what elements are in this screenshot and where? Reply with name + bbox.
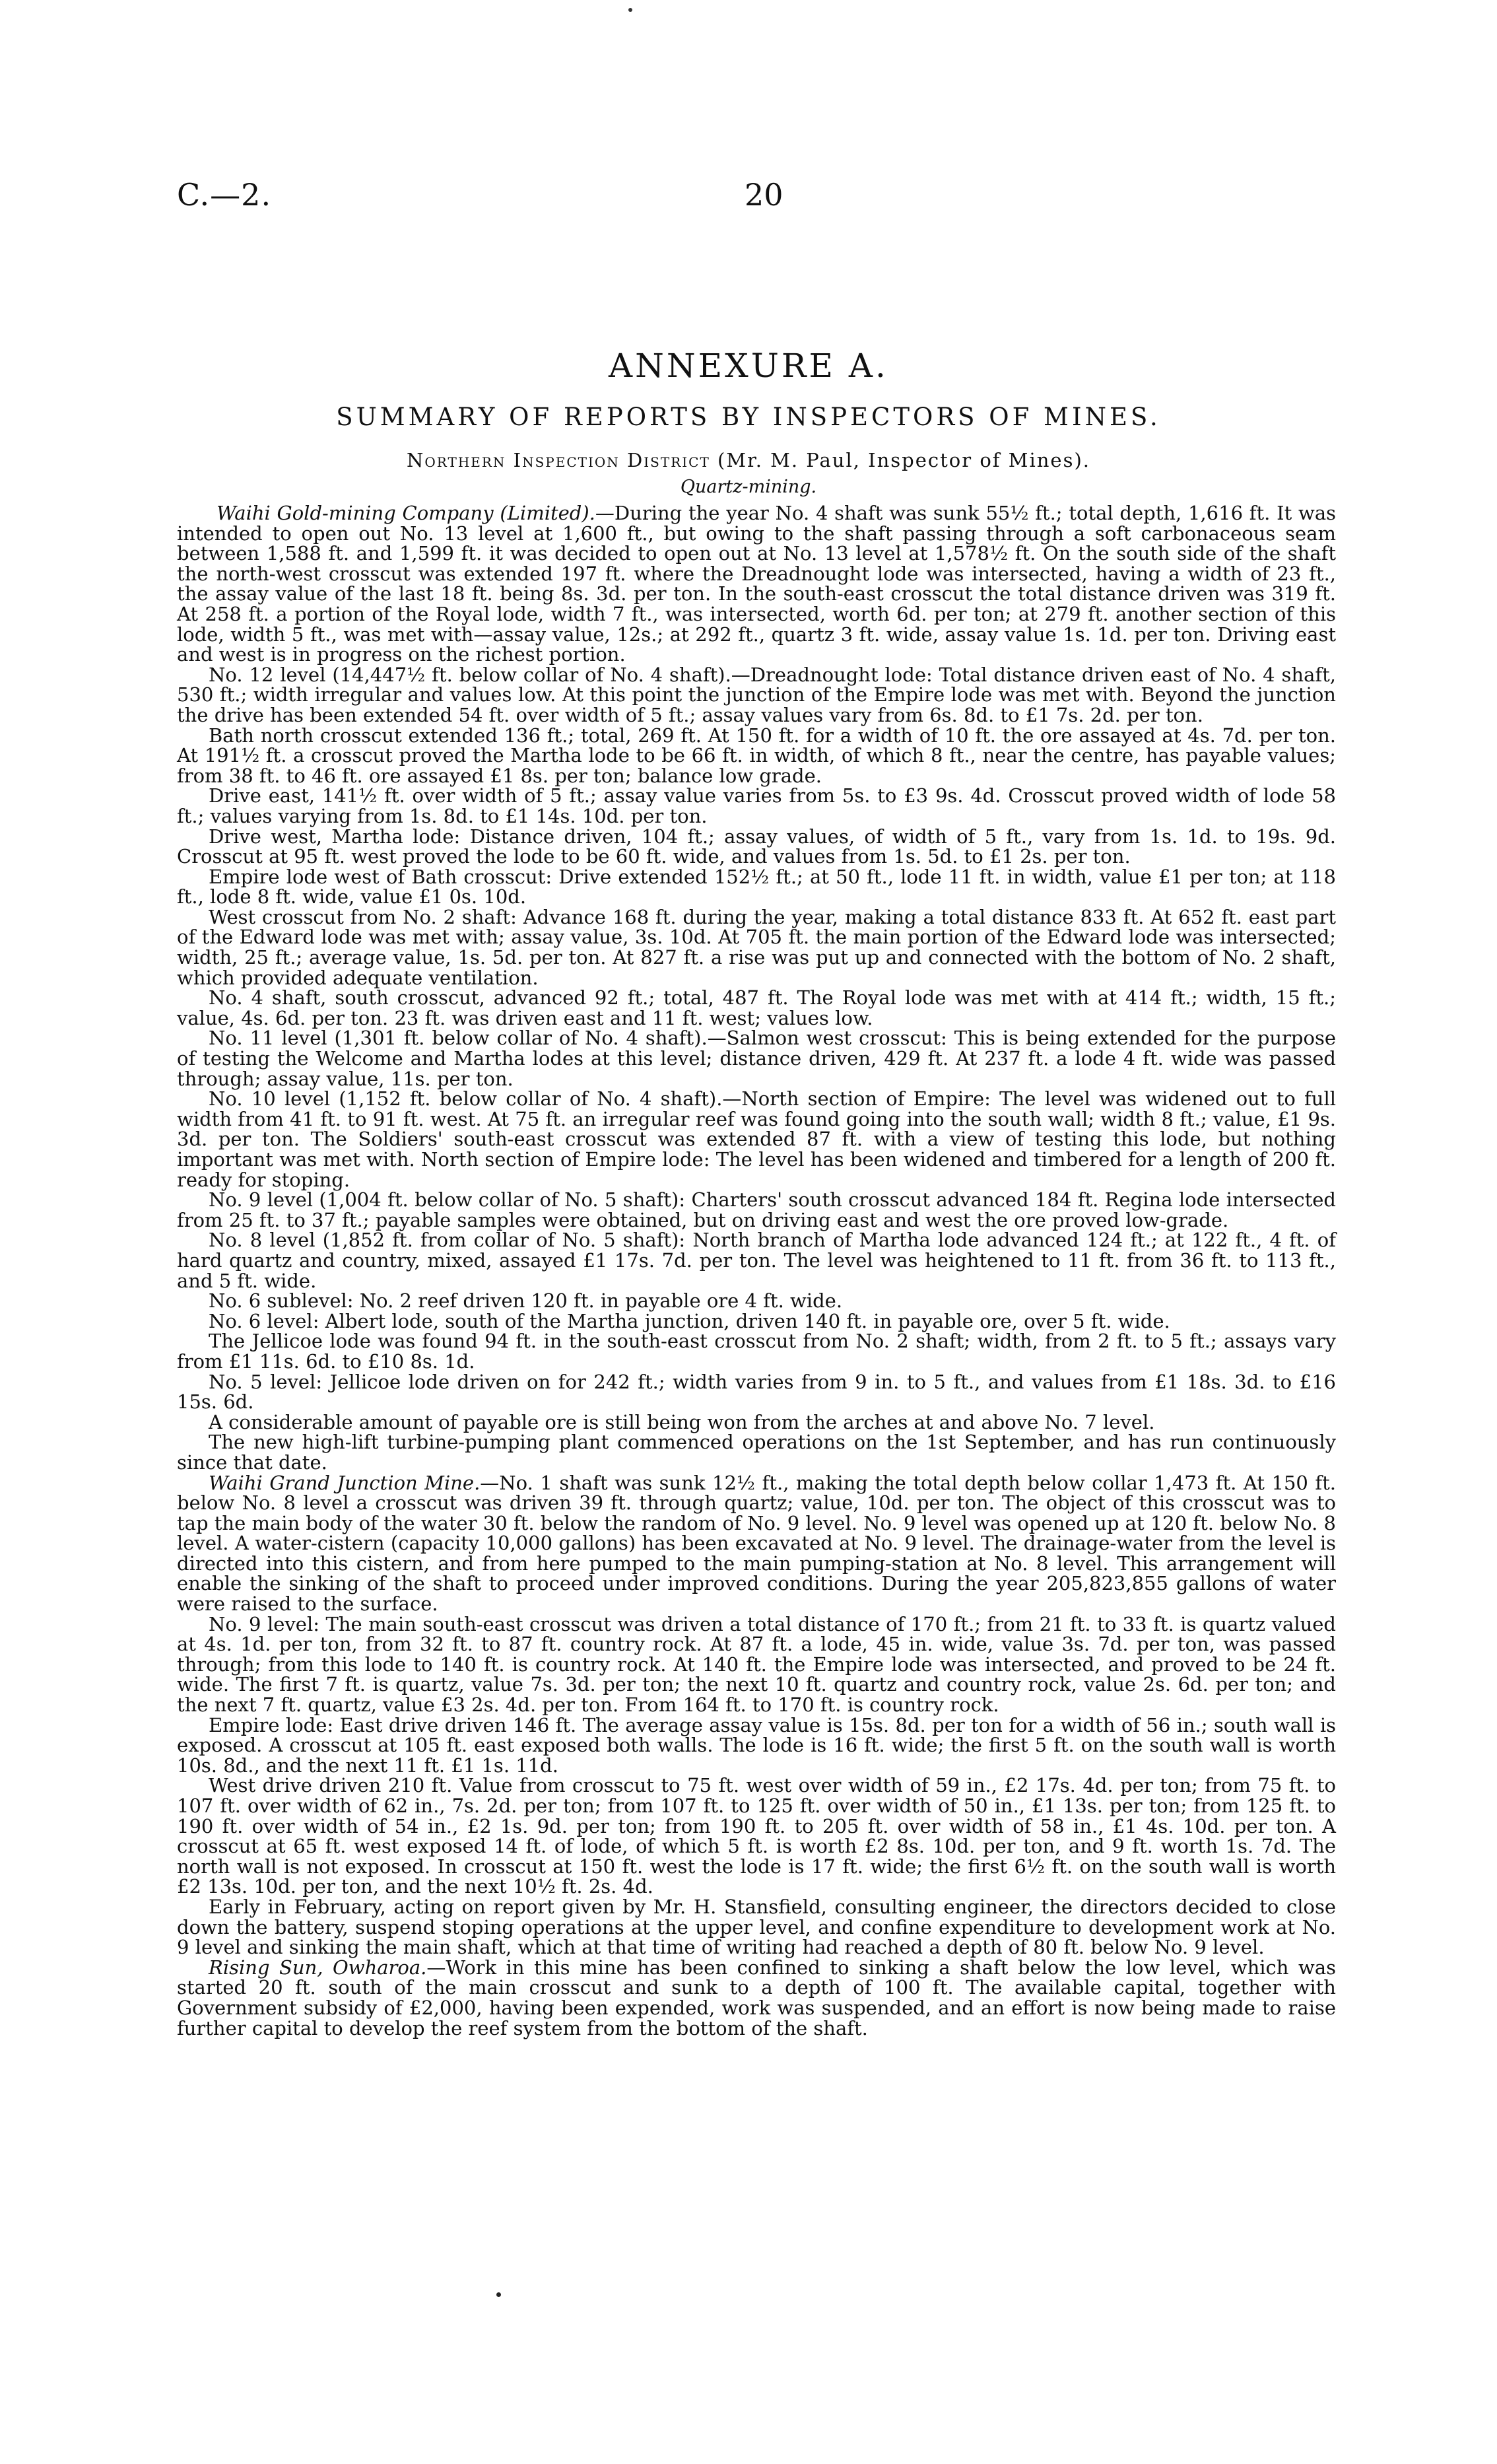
- report-paragraph: [177, 1614, 1336, 1715]
- paragraph-lead: Waihi Gold-mining Company (Limited).: [216, 502, 595, 524]
- report-paragraph: [177, 1958, 1336, 2038]
- paragraph-text: No. 8 level (1,852 ft. from collar of No. 5 shaft): North branch of Martha lode advanced 124 ft.; at 122 ft., 4 ft. of hard quartz and country, mixed, assayed £1 17s. 7d. per ton. The level was heightened to 11 ft. from 36 ft. to 113 ft., and 5 ft. wide.: [177, 1229, 1336, 1292]
- paragraph-text: Drive east, 141½ ft. over width of 5 ft.; assay value varies from 5s. to £3 9s. 4d. Crosscut proved width of lode 58 ft.; values varying from 1s. 8d. to £1 14s. 10d. per ton.: [177, 784, 1336, 827]
- report-paragraph: [177, 1897, 1336, 1958]
- district-inspector: (Mr. M. Paul, Inspector of Mines).: [717, 449, 1090, 471]
- print-mark-top: [628, 8, 632, 12]
- report-paragraph: [177, 1775, 1336, 1897]
- paragraph-text: —During the year No. 4 shaft was sunk 55½ ft.; total depth, 1,616 ft. It was intended to open out No. 13 level at 1,600 ft., but owing to the shaft passing through a soft carbonaceous seam between 1,588 ft. and 1,599 ft. it was decided to open out at No. 13 level at 1,578½ ft. On the south side of the shaft the north-west crosscut was extended 197 ft. where the Dreadnought lode was intersected, having a width of 23 ft., the assay value of the last 18 ft. being 8s. 3d. per ton. In the south-east crosscut the total distance driven was 319 ft. At 258 ft. a portion of the Royal lode, width 7 ft., was intersected, worth 6d. per ton; at 279 ft. another section of this lode, width 5 ft., was met with—assay value, 12s.; at 292 ft., quartz 3 ft. wide, assay value 1s. 1d. per ton. Driving east and west is in progress on the richest portion.: [177, 502, 1336, 666]
- paragraph-text: No. 6 level: Albert lode, south of the Martha junction, driven 140 ft. in payable ore, over 5 ft. wide.: [209, 1309, 1170, 1332]
- summary-title: SUMMARY OF REPORTS BY INSPECTORS OF MINES.: [336, 403, 1161, 431]
- paragraph-text: No. 10 level (1,152 ft. below collar of No. 4 shaft).—North section of Empire: The level was widened out to full width from 41 ft. to 91 ft. west. At 75 ft. an irregular reef was found going into the south wall; width 8 ft.; value, £1 9s. 3d. per ton. The Soldiers' south-east crosscut was extended 87 ft. with a view of testing this lode, but nothing important was met with. North section of Empire lode: The level has been widened and timbered for a length of 200 ft. ready for stoping.: [177, 1087, 1336, 1191]
- paragraph-lead: Waihi Grand Junction Mine.: [209, 1471, 481, 1494]
- report-body: [177, 503, 1336, 2038]
- report-paragraph: [177, 1331, 1336, 1371]
- paragraph-text: Drive west, Martha lode: Distance driven, 104 ft.; assay values, of width of 5 ft., vary from 1s. 1d. to 19s. 9d. Crosscut at 95 ft. west proved the lode to be 60 ft. wide, and values from 1s. 5d. to £1 2s. per ton.: [177, 825, 1336, 868]
- paragraph-text: —No. 1 shaft was sunk 12½ ft., making the total depth below collar 1,473 ft. At 150 ft. below No. 8 level a crosscut was driven 39 ft. through quartz; value, 10d. per ton. The object of this crosscut was to tap the main body of the water 30 ft. below the random of No. 9 level. No. 9 level was opened up at 120 ft. below No. 8 level. A water-cistern (capacity 10,000 gallons) has been excavated at No. 9 level. The drainage-water from the level is directed into this cistern, and from here pumped to the main pumping-station at No. 8 level. This arrangement will enable the sinking of the shaft to proceed under improved conditions. During the year 205,823,855 gallons of water were raised to the surface.: [177, 1471, 1336, 1616]
- report-paragraph: [177, 786, 1336, 826]
- paragraph-text: No. 5 level: Jellicoe lode driven on for 242 ft.; width varies from 9 in. to 5 ft., and values from £1 18s. 3d. to £16 15s. 6d.: [177, 1370, 1336, 1414]
- report-paragraph: [177, 907, 1336, 988]
- paragraph-text: Early in February, acting on report given by Mr. H. Stansfield, consulting engineer, the directors decided to close down the battery, suspend stoping operations at the upper level, and confine expenditure to development work at No. 9 level and sinking the main shaft, which at that time of writing had reached a depth of 80 ft. below No. 9 level.: [177, 1895, 1336, 1959]
- report-paragraph: [177, 1230, 1336, 1291]
- report-paragraph: [177, 1372, 1336, 1412]
- paragraph-text: No. 6 sublevel: No. 2 reef driven 120 ft. in payable ore 4 ft. wide.: [209, 1289, 843, 1313]
- report-paragraph: [177, 503, 1336, 665]
- paragraph-text: West drive driven 210 ft. Value from crosscut to 75 ft. west over width of 59 in., £2 17s. 4d. per ton; from 75 ft. to 107 ft. over width of 62 in., 7s. 2d. per ton; from 107 ft. to 125 ft. over width of 50 in., £1 13s. per ton; from 125 ft. to 190 ft. over width of 54 in., £2 1s. 9d. per ton; from 190 ft. to 205 ft. over width of 58 in., £1 4s. 10d. per ton. A crosscut at 65 ft. west exposed 14 ft. of lode, of which 5 ft. is worth £2 8s. 10d. per ton, and 9 ft. worth 1s. 7d. The north wall is not exposed. In crosscut at 150 ft. west the lode is 17 ft. wide; the first 6½ ft. on the south wall is worth £2 13s. 10d. per ton, and the next 10½ ft. 2s. 4d.: [177, 1774, 1336, 1898]
- paragraph-text: No. 12 level (14,447½ ft. below collar of No. 4 shaft).—Dreadnought lode: Total distance driven east of No. 4 shaft, 530 ft.; width irregular and values low. At this point the junction of the Empire lode was met with. Beyond the junction the drive has been extended 54 ft. over width of 5 ft.; assay values vary from 6s. 8d. to £1 7s. 2d. per ton.: [177, 663, 1336, 726]
- paragraph-text: West crosscut from No. 2 shaft: Advance 168 ft. during the year, making a total distance 833 ft. At 652 ft. east part of the Edward lode was met with; assay value, 3s. 10d. At 705 ft. the main portion of the Edward lode was intersected; width, 25 ft.; average value, 1s. 5d. per ton. At 827 ft. a rise was put up and connected with the bottom of No. 2 shaft, which provided adequate ventilation.: [177, 905, 1336, 989]
- report-paragraph: [177, 1089, 1336, 1190]
- paragraph-text: A considerable amount of payable ore is still being won from the arches at and above No. 7 level.: [209, 1410, 1155, 1433]
- paragraph-text: No. 9 level: The main south-east crosscut was driven a total distance of 170 ft.; from 21 ft. to 33 ft. is quartz valued at 4s. 1d. per ton, from 32 ft. to 87 ft. country rock. At 87 ft. a lode, 45 in. wide, value 3s. 7d. per ton, was passed through; from this lode to 140 ft. is country rock. At 140 ft. the Empire lode was intersected, and proved to be 24 ft. wide. The first 7 ft. is quartz, value 7s. 3d. per ton; the next 10 ft. quartz and country rock, value 2s. 6d. per ton; and the next 7 ft. quartz, value £3 2s. 4d. per ton. From 164 ft. to 170 ft. is country rock.: [177, 1612, 1336, 1717]
- section-subheading: Quartz-mining.: [680, 477, 817, 497]
- report-paragraph: [177, 1715, 1336, 1776]
- report-paragraph: [177, 1190, 1336, 1230]
- report-paragraph: [177, 827, 1336, 867]
- annexure-title: ANNEXURE A.: [609, 347, 888, 385]
- paragraph-text: Empire lode west of Bath crosscut: Drive extended 152½ ft.; at 50 ft., lode 11 ft. in width, value £1 per ton; at 118 ft., lode 8 ft. wide, value £1 0s. 10d.: [177, 865, 1336, 908]
- paragraph-text: —Work in this mine has been confined to sinking a shaft below the low level, which was started 20 ft. south of the main crosscut and sunk to a depth of 100 ft. The available capital, together with Government subsidy of £2,000, having been expended, work was suspended, and an effort is now being made to raise further capital to develop the reef system from the bottom of the shaft.: [177, 1956, 1336, 2039]
- page-number: 20: [745, 177, 783, 213]
- report-paragraph: [177, 1028, 1336, 1089]
- report-paragraph: [177, 726, 1336, 786]
- paragraph-text: The new high-lift turbine-pumping plant commenced operations on the 1st September, and has run continuously since that date.: [177, 1431, 1336, 1474]
- paragraph-text: No. 9 level (1,004 ft. below collar of No. 5 shaft): Charters' south crosscut advanced 184 ft. Regina lode intersected from 25 ft. to 37 ft.; payable samples were obtained, but on driving east and west the ore proved low-grade.: [177, 1188, 1336, 1231]
- district-heading: [0, 449, 1497, 471]
- report-paragraph: [177, 988, 1336, 1028]
- report-paragraph: [177, 867, 1336, 907]
- paragraph-text: Empire lode: East drive driven 146 ft. The average assay value is 15s. 8d. per ton for a width of 56 in.; south wall is exposed. A crosscut at 105 ft. east exposed both walls. The lode is 16 ft. wide; the first 5 ft. on the south wall is worth 10s. 8d., and the next 11 ft. £1 1s. 11d.: [177, 1713, 1336, 1777]
- report-paragraph: [177, 1291, 1336, 1311]
- paragraph-text: No. 4 shaft, south crosscut, advanced 92 ft.; total, 487 ft. The Royal lode was met with at 414 ft.; width, 15 ft.; value, 4s. 6d. per ton. 23 ft. was driven east and 11 ft. west; values low.: [177, 986, 1336, 1029]
- print-mark-bottom: [496, 2292, 501, 2297]
- report-paragraph: [177, 1311, 1336, 1332]
- report-paragraph: [177, 665, 1336, 726]
- paragraph-text: Bath north crosscut extended 136 ft.; total, 269 ft. At 150 ft. for a width of 10 ft. the ore assayed at 4s. 7d. per ton. At 191½ ft. a crosscut proved the Martha lode to be 66 ft. in width, of which 8 ft., near the centre, has payable values; from 38 ft. to 46 ft. ore assayed £1 8s. per ton; balance low grade.: [177, 724, 1336, 787]
- district-name: Northern Inspection District: [407, 449, 710, 471]
- paragraph-text: The Jellicoe lode was found 94 ft. in the south-east crosscut from No. 2 shaft; width, from 2 ft. to 5 ft.; assays vary from £1 11s. 6d. to £10 8s. 1d.: [177, 1330, 1336, 1373]
- document-code: C.—2.: [177, 177, 272, 213]
- paragraph-text: No. 11 level (1,301 ft. below collar of No. 4 shaft).—Salmon west crosscut: This is being extended for the purpose of testing the Welcome and Martha lodes at this level; distance driven, 429 ft. At 237 ft. a lode 4 ft. wide was passed through; assay value, 11s. per ton.: [177, 1027, 1336, 1090]
- report-paragraph: [177, 1473, 1336, 1614]
- report-paragraph: [177, 1432, 1336, 1472]
- report-paragraph: [177, 1412, 1336, 1433]
- paragraph-lead: Rising Sun, Owharoa.: [209, 1956, 427, 1979]
